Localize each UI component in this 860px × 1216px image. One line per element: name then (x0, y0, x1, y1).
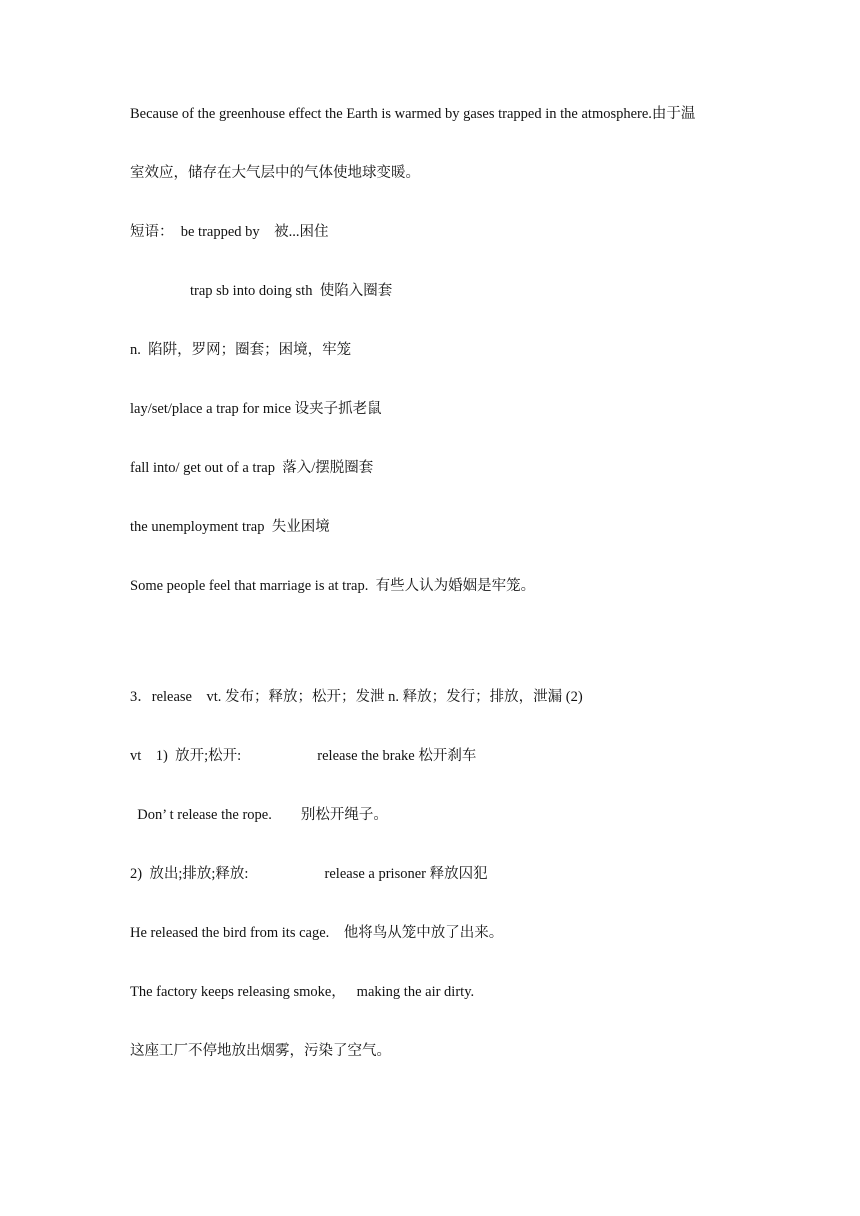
release-sense-1: vt 1) 放开;松开: release the brake 松开刹车 (130, 748, 477, 764)
paragraph-greenhouse-line-2: 室效应，储存在大气层中的气体使地球变暖。 (130, 165, 420, 181)
example-marriage-trap: Some people feel that marriage is at trap. 有些人认为婚姻是牢笼。 (130, 578, 536, 594)
example-fall-into-trap: fall into/ get out of a trap 落入/摆脱圈套 (130, 460, 374, 476)
heading-release: 3．release vt. 发布；释放；松开；发泄 n. 释放；发行；排放，泄漏 (2) (130, 689, 583, 705)
example-factory-smoke: The factory keeps releasing smoke， making the air dirty. (130, 984, 475, 1000)
noun-definition: n. 陷阱，罗网；圈套；困境，牢笼 (130, 342, 352, 358)
example-factory-smoke-translation: 这座工厂不停地放出烟雾，污染了空气。 (130, 1043, 391, 1059)
example-release-bird: He released the bird from its cage. 他将鸟从笼中放了出来。 (130, 925, 504, 941)
phrase-be-trapped-by: 短语： be trapped by 被...困住 (130, 224, 329, 240)
paragraph-greenhouse-line-1: Because of the greenhouse effect the Earth is warmed by gases trapped in the atmosphere.由于温 (130, 106, 696, 122)
release-sense-2: 2) 放出;排放;释放: release a prisoner 释放囚犯 (130, 866, 488, 882)
phrase-trap-sb-into: trap sb into doing sth 使陷入圈套 (190, 283, 393, 299)
example-lay-trap: lay/set/place a trap for mice 设夹子抓老鼠 (130, 401, 382, 417)
example-release-rope: Don’ t release the rope. 别松开绳子。 (130, 807, 388, 823)
example-unemployment-trap: the unemployment trap 失业困境 (130, 519, 330, 535)
